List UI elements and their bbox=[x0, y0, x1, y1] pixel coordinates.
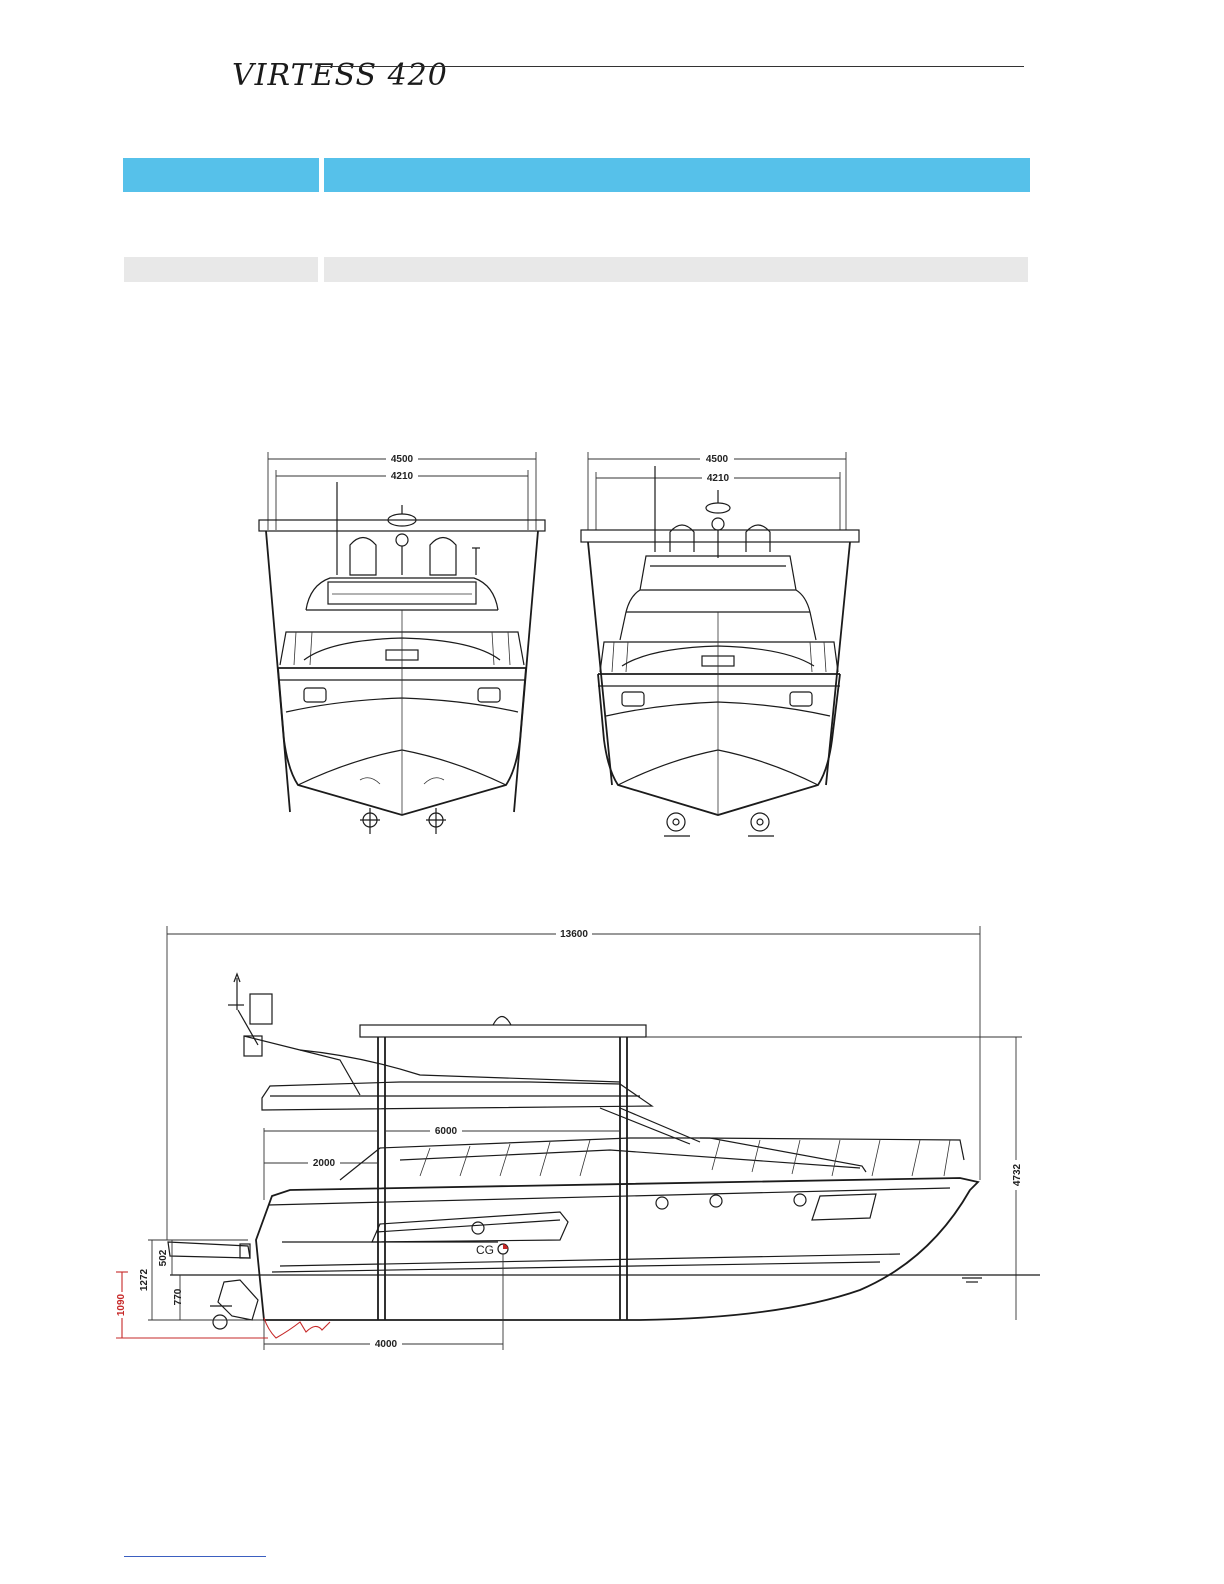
side-dim-1272: 1272 bbox=[139, 1268, 150, 1292]
front-view-flybridge bbox=[259, 452, 545, 834]
front2-spreader-bar bbox=[581, 530, 859, 542]
front1-overall-width: 4500 bbox=[390, 454, 414, 465]
side-stern-to-sling: 2000 bbox=[312, 1158, 336, 1169]
side-spreader-bar bbox=[360, 1025, 646, 1037]
footer-rule bbox=[124, 1556, 266, 1557]
front2-inner-width: 4210 bbox=[706, 473, 730, 484]
side-radar-mast bbox=[228, 974, 360, 1095]
front1-dim-overall bbox=[268, 452, 536, 530]
side-dim-770: 770 bbox=[173, 1288, 184, 1306]
side-view bbox=[116, 926, 1040, 1350]
side-cg-label: CG bbox=[476, 1243, 494, 1257]
side-dim-cg bbox=[264, 1320, 503, 1350]
front-view-hardtop bbox=[581, 452, 859, 836]
side-cg-marker bbox=[476, 1243, 508, 1350]
side-outdrives bbox=[210, 1280, 258, 1329]
side-sling-spacing: 6000 bbox=[434, 1126, 458, 1137]
front1-propellers bbox=[360, 808, 446, 834]
side-draft-red: 1090 bbox=[116, 1293, 127, 1317]
front1-inner-width: 4210 bbox=[390, 471, 414, 482]
front2-overall-width: 4500 bbox=[705, 454, 729, 465]
side-dim-verticals bbox=[139, 1240, 264, 1320]
side-cg-offset: 4000 bbox=[374, 1339, 398, 1350]
front2-propellers bbox=[664, 813, 774, 836]
side-dim-sling bbox=[385, 1126, 620, 1137]
side-overall-height: 4732 bbox=[1012, 1163, 1023, 1187]
side-dim-502: 502 bbox=[158, 1249, 169, 1267]
side-hull bbox=[256, 1178, 978, 1320]
model-name: VIRTESS 420 bbox=[232, 58, 448, 93]
front1-dim-inner bbox=[276, 470, 528, 530]
side-overall-length: 13600 bbox=[560, 929, 588, 940]
